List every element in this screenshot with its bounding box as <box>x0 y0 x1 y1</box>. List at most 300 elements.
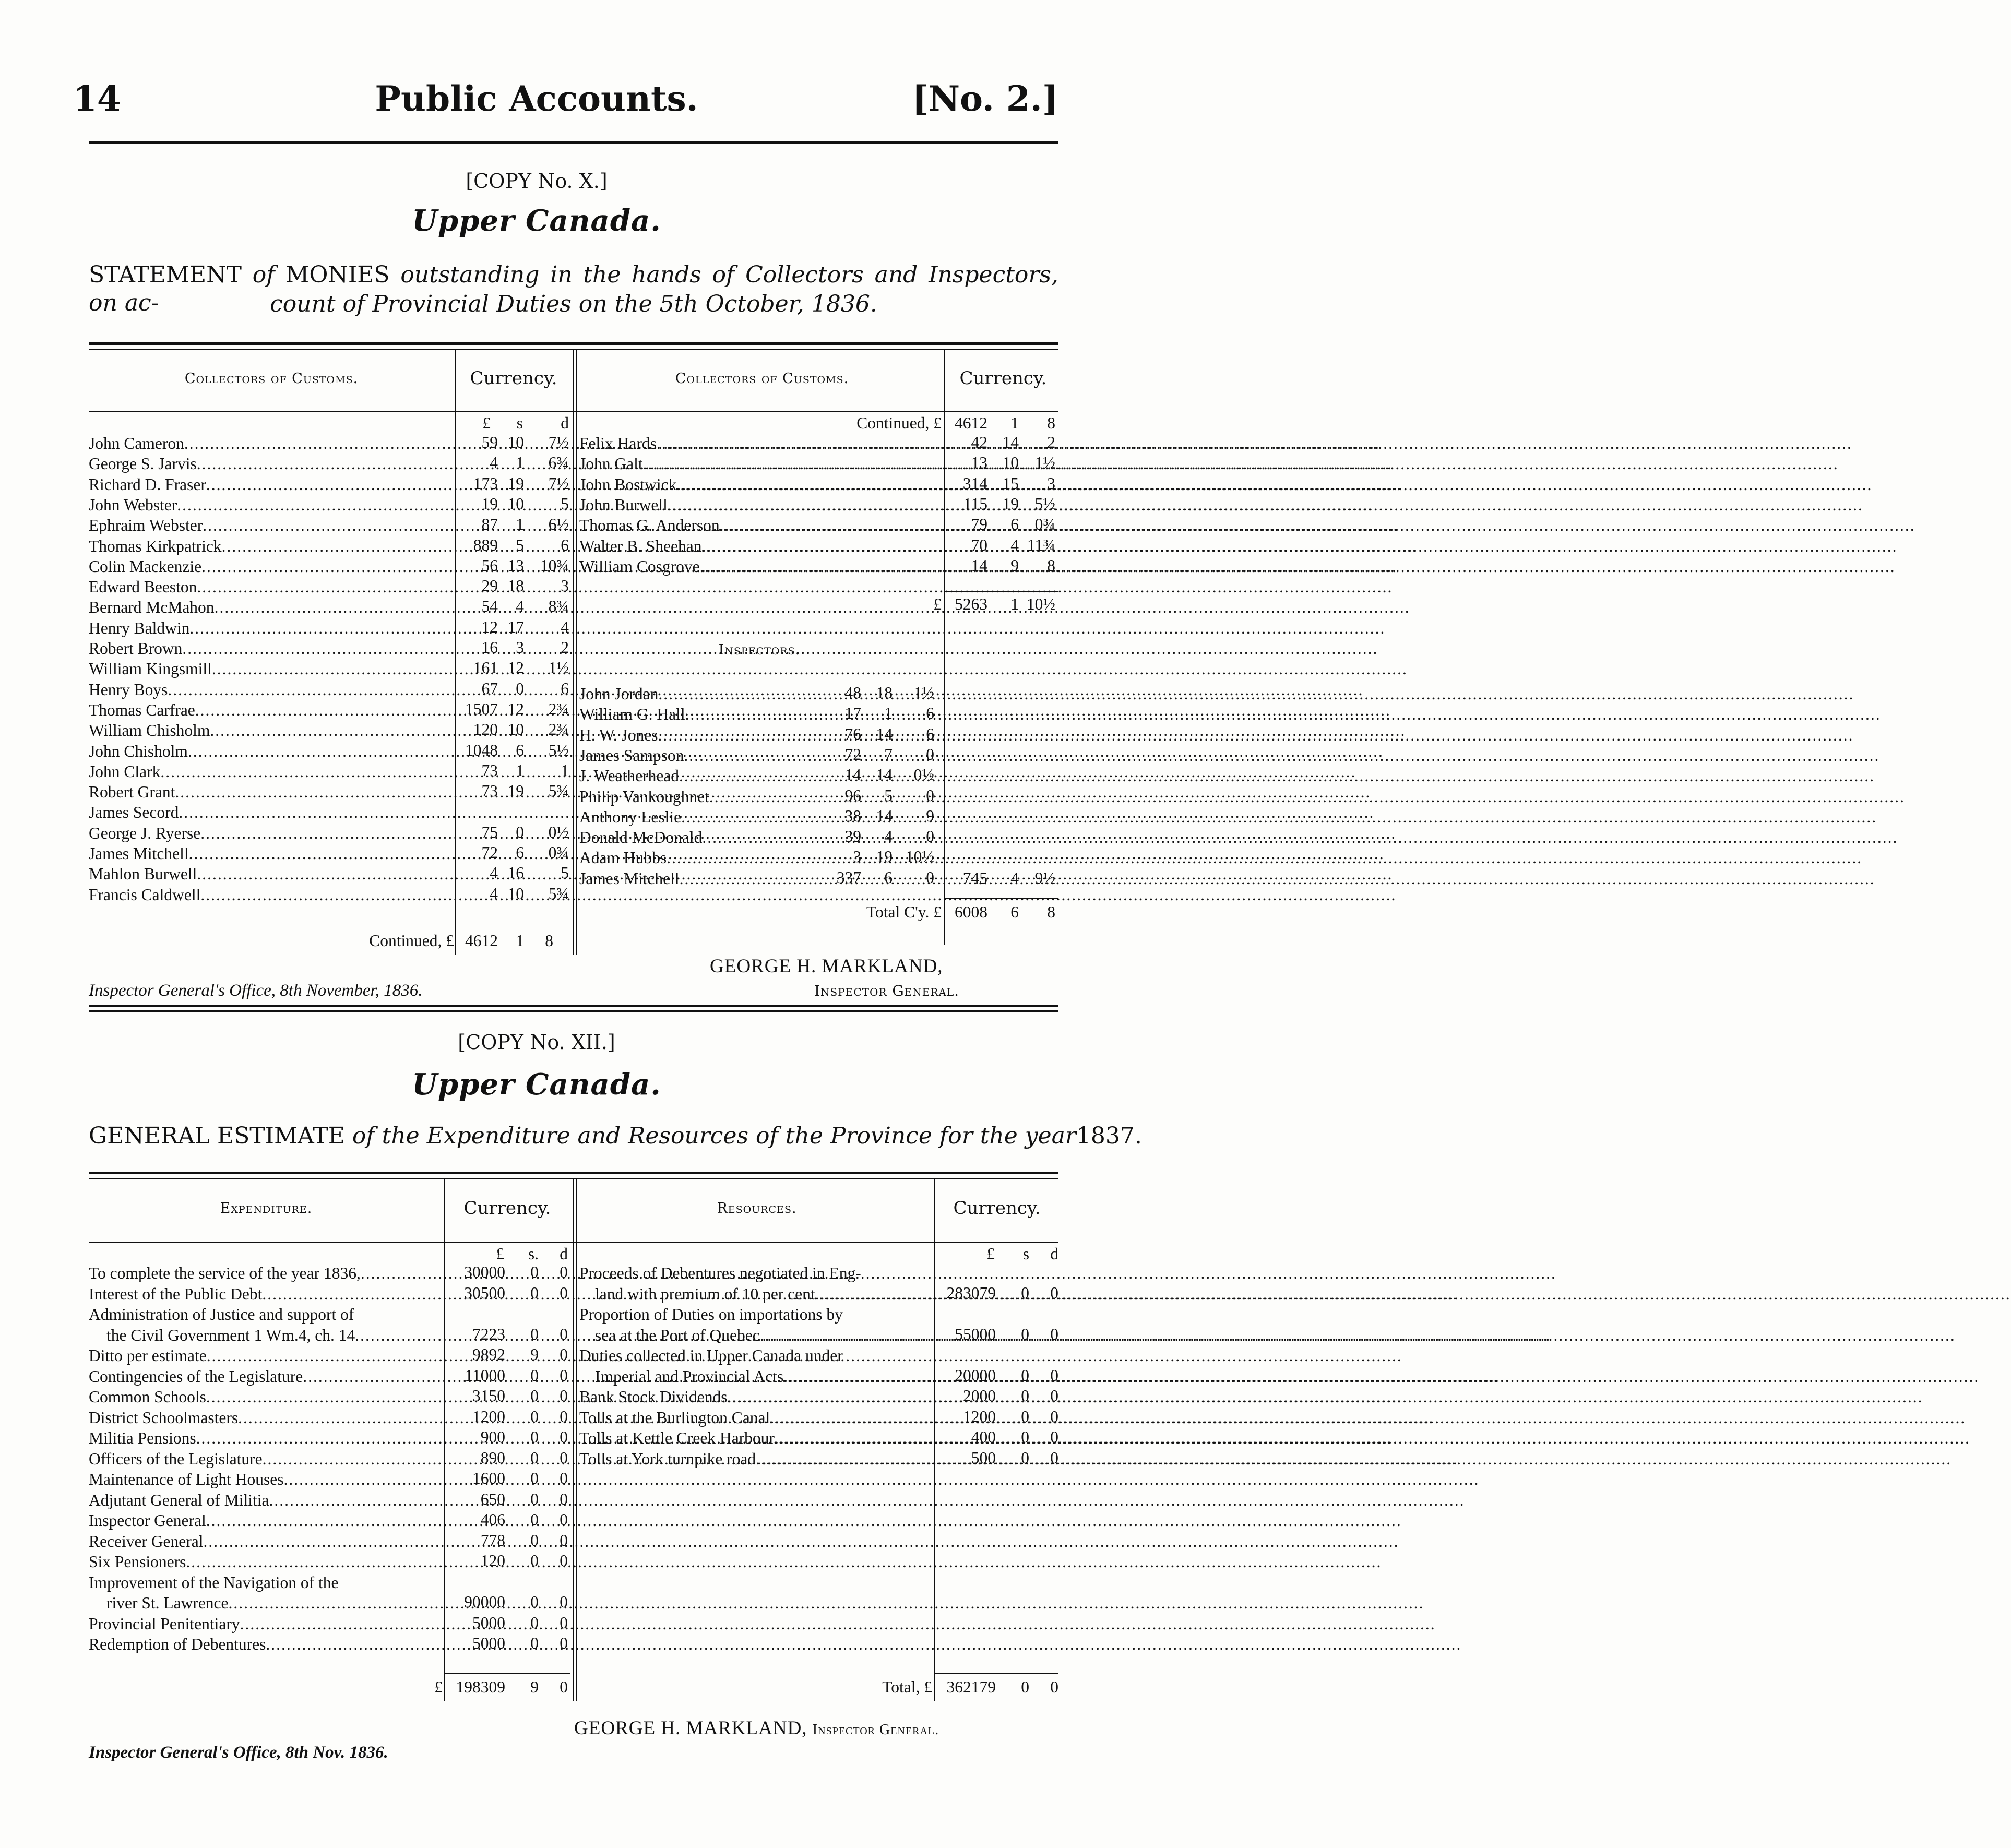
amount-pence: 0¾ <box>1034 515 1055 534</box>
amount-pence: 0 <box>560 1448 568 1467</box>
amount-pence: 7½ <box>548 433 569 451</box>
amount-pence: 0 <box>560 1469 568 1487</box>
dot-leader <box>676 474 1872 495</box>
unit-pence: d <box>560 1245 568 1263</box>
dot-leader <box>668 495 1863 516</box>
collector-row <box>579 474 942 495</box>
amount-shillings: 6 <box>516 843 524 862</box>
amount-shillings: 16 <box>507 864 524 883</box>
amount-pounds: 161 <box>473 659 498 677</box>
unit-shilling-right: s <box>1022 1245 1029 1263</box>
collector-row <box>579 536 942 557</box>
resource-row <box>579 1428 932 1449</box>
amount-pounds: 73 <box>481 782 498 801</box>
entry-name: George J. Ryerse <box>89 824 201 842</box>
amount-pence: 6¾ <box>548 454 569 472</box>
amount-shillings: 1 <box>516 454 524 472</box>
copy-x-province-heading: Upper Canada. <box>412 204 661 238</box>
expenditure-row <box>106 1325 443 1346</box>
amount-pence: 0 <box>926 745 934 764</box>
resources-total-shillings: 0 <box>1021 1678 1029 1696</box>
amount-shillings: 15 <box>1002 474 1019 493</box>
entry-name: Robert Grant <box>89 783 175 802</box>
entry-name: Tolls at the Burlington Canal <box>579 1408 770 1427</box>
entry-name: James Sampson <box>579 746 684 765</box>
amount-pence: 1½ <box>913 684 934 702</box>
amount-pence: 0½ <box>913 766 934 784</box>
amount-pence: 3 <box>561 577 569 595</box>
resource-row <box>579 1387 932 1408</box>
resource-row <box>595 1366 932 1387</box>
entry-name: Officers of the Legislature <box>89 1449 263 1468</box>
entry-name: John Webster <box>89 495 177 514</box>
collector-row <box>89 495 454 516</box>
amount-pence: 6 <box>926 724 934 743</box>
amount-pounds: 30000 <box>464 1263 505 1281</box>
amount-pounds: 889 <box>473 535 498 554</box>
amount-shillings: 12 <box>507 659 524 677</box>
amount-pence: 6 <box>561 535 569 554</box>
amount-pounds: 7223 <box>472 1325 505 1343</box>
amount-pounds: 900 <box>480 1428 505 1446</box>
entry-name: Inspector General <box>89 1511 206 1530</box>
resource-row: Proportion of Duties on importations by <box>579 1305 843 1324</box>
collector-row <box>89 474 454 495</box>
entry-name: Common Schools <box>89 1388 206 1406</box>
dot-leader <box>186 1552 1382 1572</box>
dot-leader <box>643 454 1839 474</box>
amount-pence: 0¾ <box>548 843 569 862</box>
amount-shillings: 10 <box>507 720 524 739</box>
amount-pounds: 39 <box>844 827 861 846</box>
title-year: 1837. <box>1076 1123 1142 1149</box>
amount-shillings: 0 <box>1021 1387 1029 1405</box>
collector-row <box>89 823 454 844</box>
expenditure-row <box>106 1593 443 1614</box>
entry-name: Receiver General <box>89 1532 204 1551</box>
resources-total-label: Total, £ <box>882 1678 932 1696</box>
amount-pounds: 16 <box>481 638 498 657</box>
amount-shillings: 5 <box>516 535 524 554</box>
entry-name: District Schoolmasters <box>89 1408 239 1427</box>
amount-pence: 5¾ <box>548 782 569 801</box>
amount-pence: 4 <box>561 617 569 636</box>
copy-x-header-rule <box>89 411 1058 412</box>
expenditure-row <box>89 1634 443 1655</box>
entry-name: Ephraim Webster <box>89 516 203 535</box>
collector-row <box>579 495 942 516</box>
entry-name: Felix Hards <box>579 434 657 452</box>
resources-total-rule <box>935 1673 1058 1674</box>
entry-name: Adam Hubbs <box>579 849 667 867</box>
entry-name: the Civil Government 1 Wm.4, ch. 14 <box>106 1326 355 1344</box>
amount-pence: 0 <box>1050 1407 1058 1426</box>
collector-row <box>89 536 454 557</box>
unit-pence: d <box>561 414 569 432</box>
amount-pounds: 890 <box>480 1448 505 1467</box>
amount-shillings: 6 <box>516 741 524 759</box>
amount-shillings: 6 <box>1010 515 1019 534</box>
amount-shillings: 12 <box>507 699 524 718</box>
amount-shillings: 0 <box>530 1263 539 1281</box>
amount-shillings: 19 <box>507 782 524 801</box>
amount-pounds: 75 <box>481 822 498 841</box>
amount-shillings: 14 <box>876 806 893 825</box>
left-continued-shillings: 1 <box>516 932 524 950</box>
amount-pence: 2 <box>561 638 569 657</box>
amount-shillings: 10 <box>1002 454 1019 472</box>
entry-name: John Clark <box>89 762 161 781</box>
amount-shillings: 0 <box>530 1407 539 1426</box>
title-rest: outstanding in the hands of Collectors and Inspectors, on ac- <box>89 261 1058 316</box>
amount-pence: 7½ <box>548 474 569 493</box>
collector-row <box>89 802 454 823</box>
inspectors-total-shillings: 4 <box>1010 869 1019 887</box>
amount-shillings: 0 <box>530 1552 539 1570</box>
amount-pence: 0½ <box>548 822 569 841</box>
dot-leader <box>702 536 1898 557</box>
amount-pounds: 3150 <box>472 1387 505 1405</box>
dot-leader <box>189 618 1385 639</box>
entry-name: Interest of the Public Debt <box>89 1284 263 1303</box>
entry-name: James Secord <box>89 803 179 822</box>
amount-shillings: 14 <box>876 724 893 743</box>
running-title: Public Accounts. <box>375 78 698 119</box>
amount-pounds: 17 <box>844 704 861 723</box>
amount-pounds: 30500 <box>464 1283 505 1302</box>
expenditure-row <box>89 1428 443 1449</box>
dot-leader <box>229 1593 1424 1614</box>
copy-x-title-line2: count of Provincial Duties on the 5th October, 1836. <box>270 291 877 317</box>
amount-shillings: 0 <box>530 1448 539 1467</box>
inspector-row <box>579 827 825 848</box>
copy-x-signature-title: Inspector General. <box>814 982 960 999</box>
amount-shillings: 5 <box>884 786 893 805</box>
amount-pounds: 54 <box>481 597 498 616</box>
entry-name: To complete the service of the year 1836, <box>89 1264 361 1282</box>
amount-pounds: 5000 <box>472 1613 505 1632</box>
expenditure-row <box>89 1449 443 1470</box>
inspector-row <box>579 807 825 828</box>
entry-name: Bernard McMahon <box>89 598 215 617</box>
amount-pence: 0 <box>560 1593 568 1611</box>
title-monies: MONIES <box>285 261 390 288</box>
amount-pence: 0 <box>560 1510 568 1529</box>
entry-name: Tolls at Kettle Creek Harbour <box>579 1429 775 1447</box>
amount-pence: 0 <box>560 1428 568 1446</box>
copy-x-signature: GEORGE H. MARKLAND, <box>710 956 943 977</box>
expenditure-row: Improvement of the Navigation of the <box>89 1573 339 1592</box>
amount-pence: 6 <box>926 704 934 723</box>
copy-x-label: [COPY No. X.] <box>466 170 608 193</box>
amount-pence: 8¾ <box>548 597 569 616</box>
entry-name: land with premium of 10 per cent <box>595 1284 815 1303</box>
resource-row <box>579 1408 932 1428</box>
amount-pence: 0 <box>1050 1387 1058 1405</box>
collector-row <box>89 515 454 536</box>
amount-pence: 0 <box>560 1325 568 1343</box>
resource-row <box>579 1449 932 1470</box>
copy-xii-footer-office: Inspector General's Office, 8th Nov. 1836. <box>89 1743 388 1762</box>
dot-leader <box>197 577 1393 598</box>
amount-pence: 0 <box>560 1263 568 1281</box>
amount-pence: 0 <box>1050 1448 1058 1467</box>
dot-leader <box>206 1510 1402 1531</box>
amount-shillings: 0 <box>1021 1366 1029 1385</box>
collector-row <box>89 556 454 577</box>
expenditure-row <box>89 1469 443 1490</box>
entry-name: Walter B. Sheehan <box>579 536 702 555</box>
amount-pounds: 337 <box>836 868 861 887</box>
amount-shillings: 10 <box>507 433 524 451</box>
amount-pounds: 4 <box>490 884 498 903</box>
amount-shillings: 6 <box>884 868 893 887</box>
amount-pence: 0 <box>1050 1325 1058 1343</box>
entry-name: John Jordan <box>579 685 659 703</box>
unit-pound-right: £ <box>986 1245 995 1263</box>
amount-pence: 0 <box>560 1531 568 1549</box>
expenditure-row: Administration of Justice and support of <box>89 1305 354 1324</box>
resources-total-pounds: 362179 <box>946 1678 996 1696</box>
entry-name: John Galt <box>579 455 643 473</box>
collector-row <box>89 577 454 598</box>
amount-pence: 8 <box>1047 556 1055 575</box>
amount-pounds: 59 <box>481 433 498 451</box>
expenditure-row <box>89 1408 443 1428</box>
amount-shillings: 0 <box>530 1531 539 1549</box>
amount-pence: 5¾ <box>548 884 569 903</box>
dot-leader <box>212 659 1408 679</box>
entry-name: Colin Mackenzie <box>89 557 202 576</box>
amount-shillings: 0 <box>530 1387 539 1405</box>
entry-name: James Mitchell <box>89 844 189 863</box>
amount-pounds: 120 <box>473 720 498 739</box>
amount-shillings: 18 <box>507 577 524 595</box>
amount-pounds: 1507 <box>465 699 498 718</box>
title-upper: STATEMENT <box>89 261 242 288</box>
amount-pence: 1 <box>561 761 569 780</box>
collector-row <box>89 597 454 618</box>
entry-name: Provincial Penitentiary <box>89 1614 240 1633</box>
collector-row <box>89 454 454 474</box>
expenditure-row <box>89 1366 443 1387</box>
left-continued-pence: 8 <box>545 932 553 950</box>
amount-shillings: 17 <box>507 617 524 636</box>
amount-pence: 10¾ <box>540 556 569 575</box>
amount-pounds: 55000 <box>955 1325 996 1343</box>
copy-xii-left-header: Expenditure. <box>220 1200 313 1217</box>
resources-total-pence: 0 <box>1050 1678 1058 1696</box>
amount-pence: 6 <box>561 679 569 698</box>
entry-name: James Mitchell <box>579 869 680 888</box>
amount-pounds: 778 <box>480 1531 505 1549</box>
inspector-row <box>579 684 825 705</box>
entry-name: H. W. Jones <box>579 725 658 744</box>
unit-pound: £ <box>496 1245 504 1263</box>
signature-name: GEORGE H. MARKLAND, <box>574 1718 807 1739</box>
dot-leader <box>204 1531 1399 1552</box>
amount-pounds: 96 <box>844 786 861 805</box>
unit-pence-right: d <box>1050 1245 1058 1263</box>
collector-row <box>89 638 454 659</box>
amount-pence: 0 <box>560 1345 568 1364</box>
section-divider <box>89 1005 1058 1007</box>
amount-pounds: 42 <box>971 433 987 451</box>
amount-pence: 0 <box>560 1387 568 1405</box>
amount-pence: 0 <box>926 786 934 805</box>
collector-row <box>579 515 942 536</box>
amount-pounds: 87 <box>481 515 498 534</box>
entry-name: William Cosgrove <box>579 557 700 576</box>
collector-row <box>89 741 454 762</box>
title-upper: GENERAL ESTIMATE <box>89 1123 345 1149</box>
amount-shillings: 0 <box>1021 1448 1029 1467</box>
amount-shillings: 9 <box>1010 556 1019 575</box>
entry-name: sea at the Port of Quebec <box>595 1326 760 1344</box>
copy-xii-signature <box>574 1717 939 1739</box>
amount-pounds: 56 <box>481 556 498 575</box>
entry-name: Henry Boys <box>89 680 168 699</box>
signature-title: Inspector General. <box>812 1722 939 1738</box>
copy-x-table-top-rule <box>89 342 1058 345</box>
title-of: of <box>252 261 275 288</box>
total-pence: 8 <box>1047 903 1055 921</box>
amount-pounds: 1048 <box>465 741 498 759</box>
amount-pounds: 1600 <box>472 1469 505 1487</box>
total-label: Total C'y. £ <box>866 903 942 921</box>
amount-pence: 0 <box>1050 1366 1058 1385</box>
collector-row <box>89 761 454 782</box>
inspector-row <box>579 725 825 746</box>
amount-shillings: 19 <box>507 474 524 493</box>
amount-shillings: 13 <box>507 556 524 575</box>
collector-row <box>579 454 942 474</box>
amount-pence: 0 <box>560 1283 568 1302</box>
dot-leader <box>657 433 1852 454</box>
total-shillings: 6 <box>1010 903 1019 921</box>
amount-pounds: 120 <box>480 1552 505 1570</box>
amount-shillings: 0 <box>530 1283 539 1302</box>
amount-shillings: 0 <box>530 1634 539 1652</box>
entry-name: John Burwell <box>579 495 668 514</box>
entry-name: river St. Lawrence <box>106 1594 229 1612</box>
inspector-row <box>579 766 825 786</box>
entry-name: Henry Baldwin <box>89 618 190 637</box>
amount-shillings: 0 <box>1021 1428 1029 1446</box>
inspector-row <box>579 868 825 889</box>
collector-row <box>89 433 454 454</box>
entry-name: John Chisholm <box>89 742 188 760</box>
header-rule <box>89 141 1058 144</box>
amount-pounds: 76 <box>844 724 861 743</box>
resource-row: Proceeds of Debentures negotiated in Eng- <box>579 1264 861 1282</box>
entry-name: John Cameron <box>89 434 184 452</box>
amount-pounds: 4 <box>490 454 498 472</box>
collector-row <box>89 679 454 700</box>
entry-name: Anthony Leslie <box>579 807 682 826</box>
amount-pence: 5½ <box>548 741 569 759</box>
right-subtotal-label: £ <box>933 595 942 613</box>
collector-row <box>579 556 942 577</box>
expenditure-row <box>89 1263 443 1284</box>
amount-pounds: 29 <box>481 577 498 595</box>
amount-pounds: 500 <box>971 1448 996 1467</box>
total-rule <box>944 898 1058 899</box>
amount-shillings: 0 <box>1021 1283 1029 1302</box>
inspector-row <box>579 848 825 868</box>
unit-pound: £ <box>482 414 491 432</box>
entry-name: Mahlon Burwell <box>89 865 197 884</box>
amount-pounds: 650 <box>480 1489 505 1508</box>
total-pounds: 6008 <box>955 903 987 921</box>
amount-shillings: 14 <box>1002 433 1019 451</box>
amount-shillings: 4 <box>516 597 524 616</box>
amount-shillings: 0 <box>530 1489 539 1508</box>
amount-pence: 0 <box>560 1489 568 1508</box>
collector-row <box>89 720 454 741</box>
amount-pence: 0 <box>926 868 934 887</box>
amount-pounds: 20000 <box>955 1366 996 1385</box>
entry-name: Six Pensioners <box>89 1553 186 1571</box>
amount-pence: 0 <box>560 1407 568 1426</box>
expenditure-row <box>89 1552 443 1572</box>
amount-pounds: 72 <box>481 843 498 862</box>
amount-shillings: 7 <box>884 745 893 764</box>
amount-pounds: 173 <box>473 474 498 493</box>
dot-leader <box>700 556 1896 577</box>
unit-shilling: s <box>516 414 523 432</box>
expenditure-row <box>89 1510 443 1531</box>
amount-pounds: 14 <box>971 556 987 575</box>
entry-name: William G. Hall <box>579 705 685 724</box>
copy-x-footer-office: Inspector General's Office, 8th November, 1836. <box>89 981 423 1000</box>
amount-shillings: 4 <box>1010 535 1019 554</box>
amount-pence: 5½ <box>1034 494 1055 513</box>
amount-pounds: 283079 <box>946 1283 996 1302</box>
copy-x-left-currency-header: Currency. <box>470 368 557 389</box>
expenditure-row <box>89 1345 443 1366</box>
inspectors-total-pounds: 745 <box>962 869 987 887</box>
amount-shillings: 4 <box>884 827 893 846</box>
entry-name: Contingencies of the Legislature <box>89 1367 303 1386</box>
copy-xii-left-currency-header: Currency. <box>463 1198 551 1219</box>
right-subtotal-shillings: 1 <box>1010 595 1019 613</box>
amount-pounds: 79 <box>971 515 987 534</box>
amount-pounds: 4 <box>490 864 498 883</box>
right-continued-pence: 8 <box>1047 414 1055 432</box>
entry-name: Militia Pensions <box>89 1429 196 1447</box>
expenditure-row <box>89 1614 443 1635</box>
entry-name: Robert Brown <box>89 639 183 658</box>
amount-pounds: 72 <box>844 745 861 764</box>
dot-leader <box>215 597 1410 618</box>
expenditure-row <box>89 1387 443 1408</box>
amount-shillings: 0 <box>516 822 524 841</box>
resource-row: Duties collected in Upper Canada under <box>579 1346 843 1365</box>
amount-pence: 0 <box>560 1613 568 1632</box>
copy-x-right-currency-header: Currency. <box>959 368 1047 389</box>
resource-row <box>595 1325 932 1346</box>
amount-shillings: 3 <box>516 638 524 657</box>
amount-pounds: 5000 <box>472 1634 505 1652</box>
left-continued-pounds: 4612 <box>465 932 498 950</box>
amount-pounds: 1200 <box>963 1407 996 1426</box>
amount-pence: 2¾ <box>548 699 569 718</box>
dot-leader <box>720 515 1915 536</box>
copy-xii-province-heading: Upper Canada. <box>412 1067 661 1102</box>
inspector-row <box>579 745 825 766</box>
entry-name: Maintenance of Light Houses <box>89 1470 284 1488</box>
